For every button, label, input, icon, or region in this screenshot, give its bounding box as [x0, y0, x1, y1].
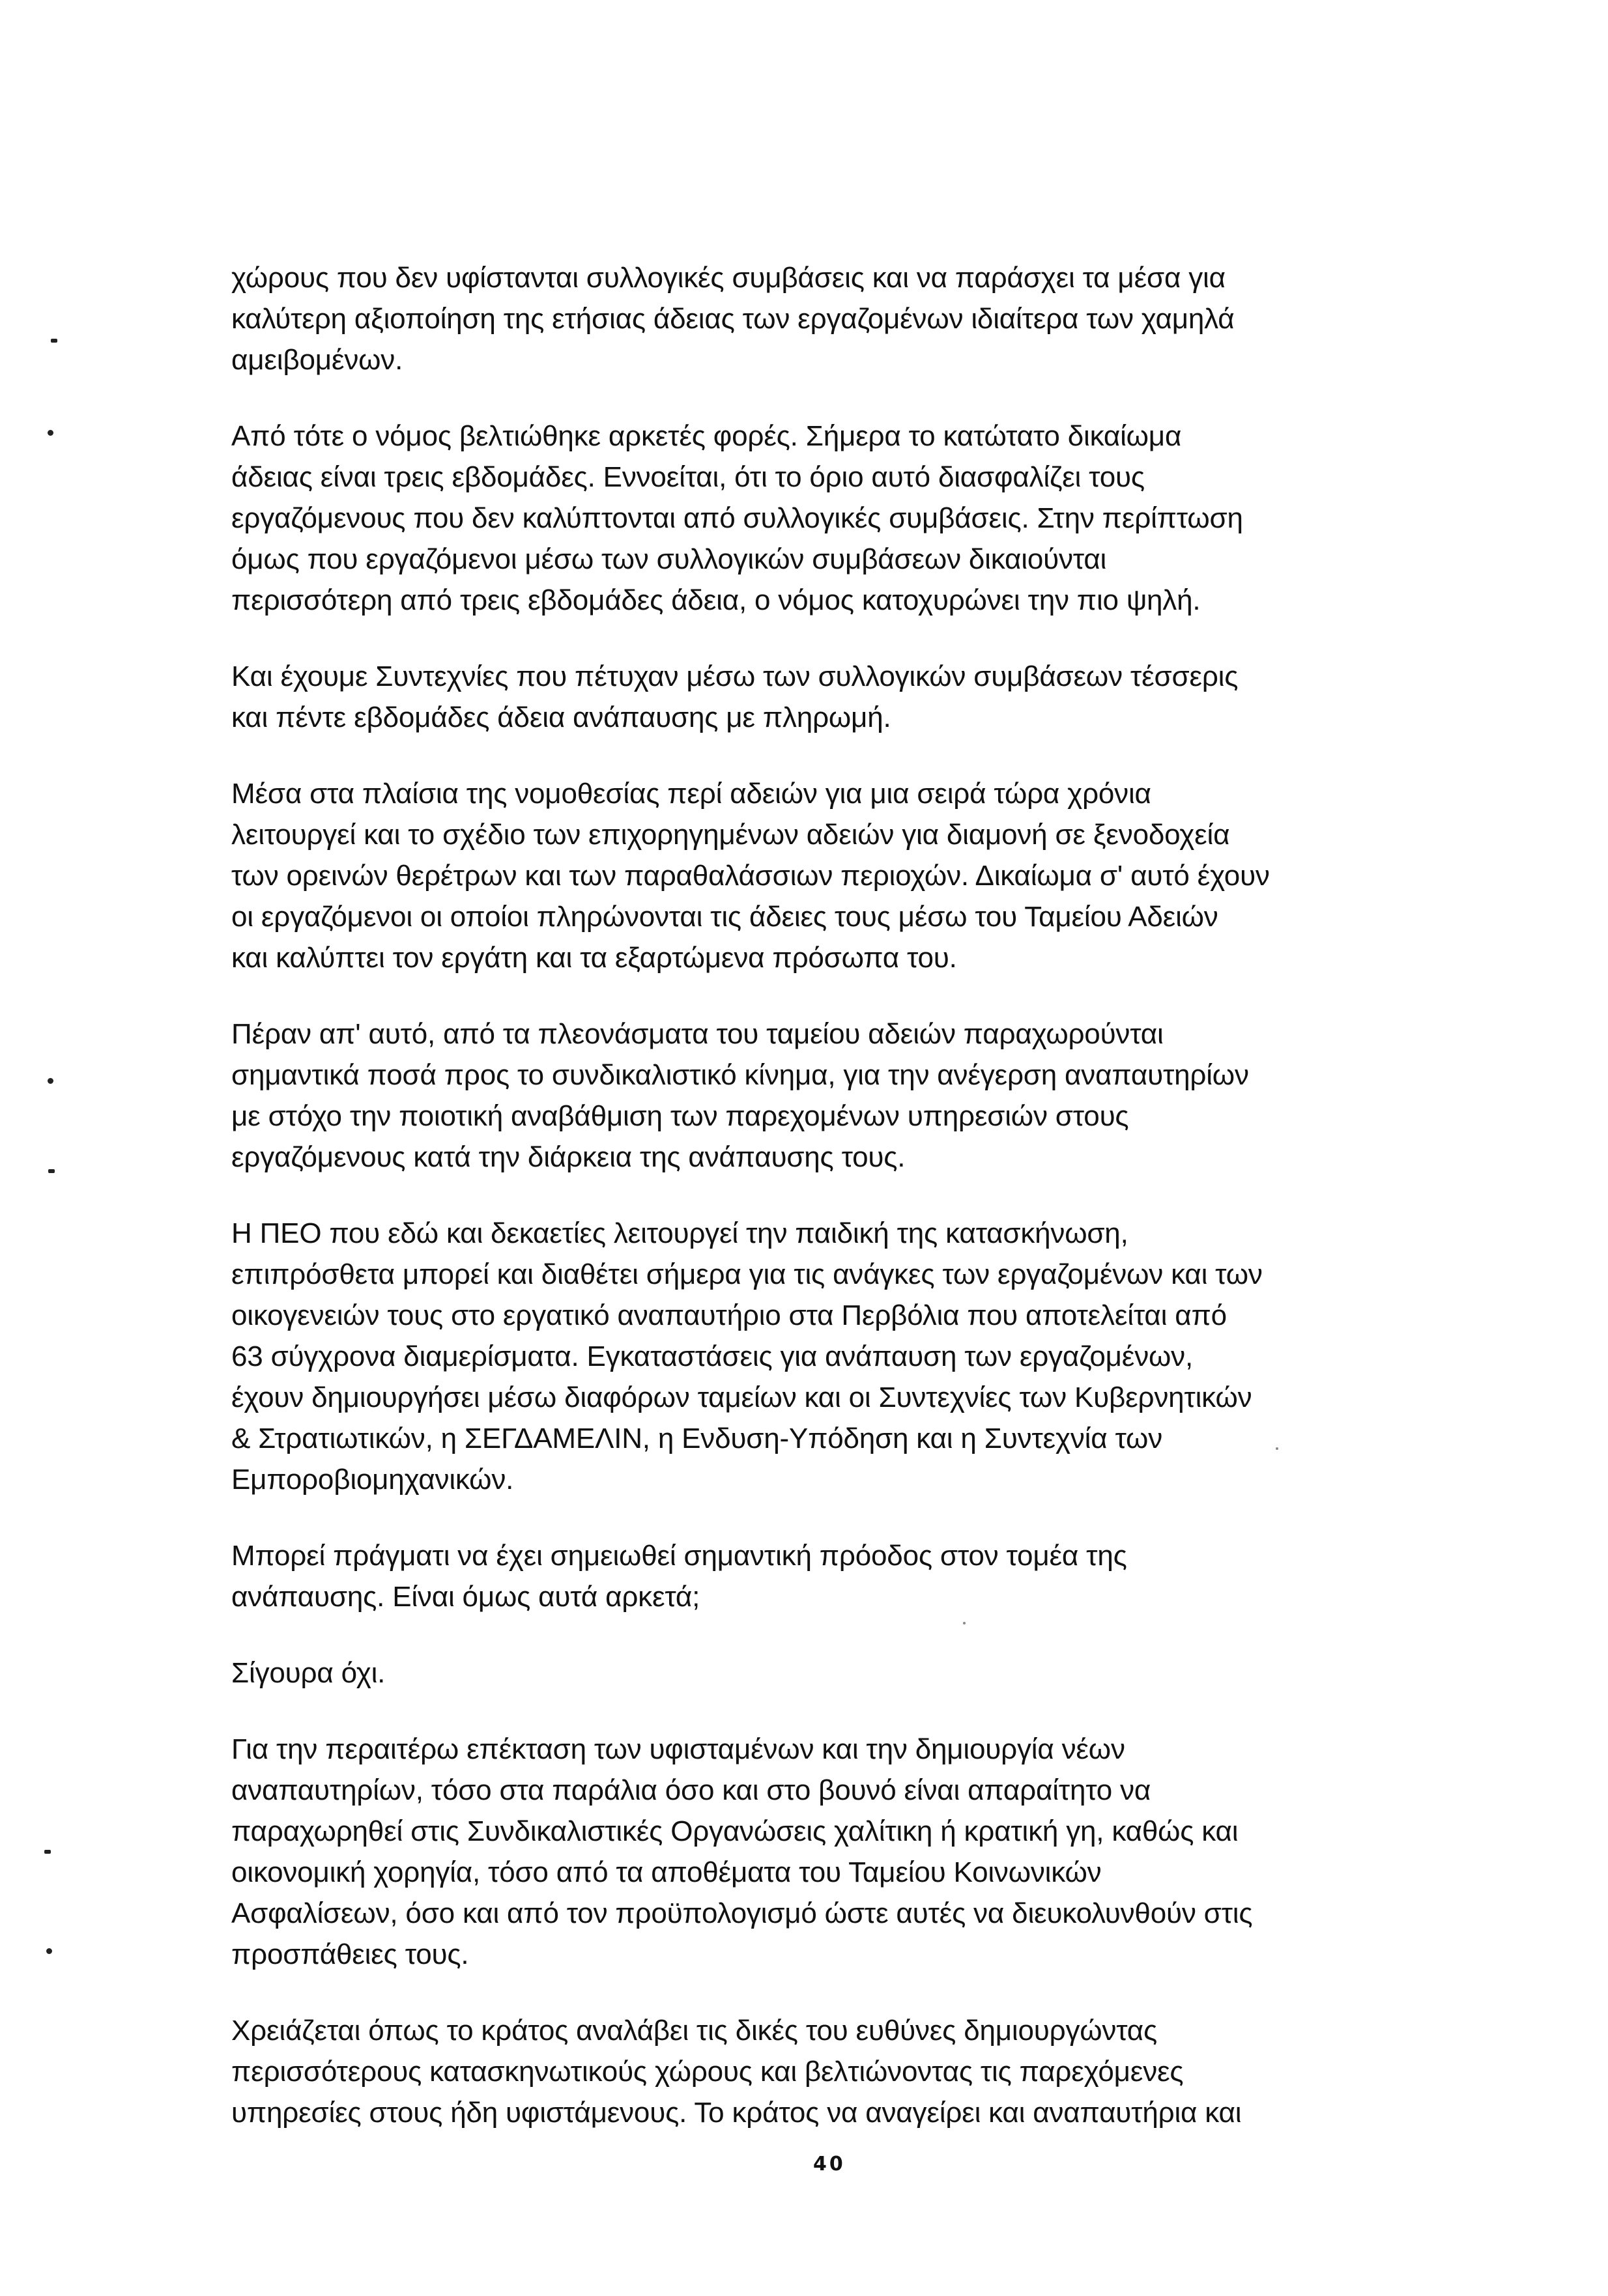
scan-mark [46, 1948, 52, 1954]
text-line: με στόχο την ποιοτική αναβάθμιση των παρεχομένων υπηρεσιών στους [231, 1100, 1129, 1132]
text-line: αναπαυτηρίων, τόσο στα παράλια όσο και στο βουνό είναι απαραίτητο να [231, 1774, 1151, 1806]
scan-mark [51, 339, 57, 343]
text-line: καλύτερη αξιοποίηση της ετήσιας άδειας των εργαζομένων ιδιαίτερα των χαμηλά [231, 303, 1235, 335]
text-line: Ασφαλίσεων, όσο και από τον προϋπολογισμό ώστε αυτές να διευκολυνθούν στις [231, 1897, 1253, 1929]
text-line: περισσότερους κατασκηνωτικούς χώρους και βελτιώνοντας τις παρεχόμενες [231, 2056, 1184, 2088]
scan-mark [44, 1850, 51, 1854]
paragraph [231, 257, 1456, 380]
text-line: οικογενειών τους στο εργατικό αναπαυτήριο στα Περβόλια που αποτελείται από [231, 1299, 1227, 1331]
text-line: Σίγουρα όχι. [231, 1657, 386, 1689]
paragraph [231, 1729, 1456, 1975]
text-line: Πέραν απ' αυτό, από τα πλεονάσματα του ταμείου αδειών παραχωρούνται [231, 1018, 1164, 1050]
text-line: & Στρατιωτικών, η ΣΕΓΔΑΜΕΛΙΝ, η Ενδυση-Υπόδηση και η Συντεχνία των [231, 1423, 1163, 1454]
text-line: Μέσα στα πλαίσια της νομοθεσίας περί αδειών για μια σειρά τώρα χρόνια [231, 778, 1151, 810]
text-line: Μπορεί πράγματι να έχει σημειωθεί σημαντική πρόοδος στον τομέα της [231, 1540, 1127, 1572]
paragraph [231, 1013, 1456, 1178]
paragraph [231, 656, 1456, 738]
text-line: έχουν δημιουργήσει μέσω διαφόρων ταμείων και οι Συντεχνίες των Κυβερνητικών [231, 1382, 1252, 1413]
document-body [231, 257, 1456, 2168]
paragraph [231, 1652, 1456, 1694]
text-line: αμειβομένων. [231, 344, 403, 376]
text-line: παραχωρηθεί στις Συνδικαλιστικές Οργανώσεις χαλίτικη ή κρατική γη, καθώς και [231, 1815, 1239, 1847]
paragraph [231, 1213, 1456, 1500]
text-line: χώρους που δεν υφίστανται συλλογικές συμβάσεις και να παράσχει τα μέσα για [231, 262, 1226, 294]
text-line: Και έχουμε Συντεχνίες που πέτυχαν μέσω των συλλογικών συμβάσεων τέσσερις [231, 660, 1239, 692]
text-line: ανάπαυσης. Είναι όμως αυτά αρκετά; [231, 1581, 700, 1613]
text-line: οι εργαζόμενοι οι οποίοι πληρώνονται τις άδειες τους μέσω του Ταμείου Αδειών [231, 901, 1218, 933]
text-line: λειτουργεί και το σχέδιο των επιχορηγημένων αδειών για διαμονή σε ξενοδοχεία [231, 819, 1230, 851]
scan-mark [48, 1078, 53, 1084]
text-line: προσπάθειες τους. [231, 1938, 469, 1970]
paragraph [231, 1535, 1456, 1617]
text-line: εργαζόμενους που δεν καλύπτονται από συλλογικές συμβάσεις. Στην περίπτωση [231, 502, 1243, 534]
paragraph [231, 2010, 1456, 2133]
text-line: όμως που εργαζόμενοι μέσω των συλλογικών συμβάσεων δικαιούνται [231, 543, 1107, 575]
text-line: υπηρεσίες στους ήδη υφιστάμενους. Το κράτος να αναγείρει και αναπαυτήρια και [231, 2097, 1242, 2129]
text-line: άδειας είναι τρεις εβδομάδες. Εννοείται, ότι το όριο αυτό διασφαλίζει τους [231, 461, 1145, 493]
text-line: Η ΠΕΟ που εδώ και δεκαετίες λειτουργεί την παιδική της κατασκήνωση, [231, 1217, 1128, 1249]
text-line: των ορεινών θερέτρων και των παραθαλάσσιων περιοχών. Δικαίωμα σ' αυτό έχουν [231, 860, 1270, 892]
text-line: και πέντε εβδομάδες άδεια ανάπαυσης με πληρωμή. [231, 702, 891, 733]
text-line: περισσότερη από τρεις εβδομάδες άδεια, ο νόμος κατοχυρώνει την πιο ψηλή. [231, 584, 1201, 616]
text-line: Από τότε ο νόμος βελτιώθηκε αρκετές φορές. Σήμερα το κατώτατο δικαίωμα [231, 420, 1182, 452]
text-line: και καλύπτει τον εργάτη και τα εξαρτώμενα πρόσωπα του. [231, 942, 957, 974]
text-line: σημαντικά ποσά προς το συνδικαλιστικό κίνημα, για την ανέγερση αναπαυτηρίων [231, 1059, 1249, 1091]
text-line: Για την περαιτέρω επέκταση των υφισταμένων και την δημιουργία νέων [231, 1733, 1125, 1765]
scan-mark [48, 1169, 55, 1173]
text-line: Χρειάζεται όπως το κράτος αναλάβει τις δικές του ευθύνες δημιουργώντας [231, 2015, 1158, 2047]
paragraph [231, 416, 1456, 621]
text-line: επιπρόσθετα μπορεί και διαθέτει σήμερα για τις ανάγκες των εργαζομένων και των [231, 1258, 1263, 1290]
text-line: εργαζόμενους κατά την διάρκεια της ανάπαυσης τους. [231, 1141, 906, 1173]
text-line: οικονομική χορηγία, τόσο από τα αποθέματα του Ταμείου Κοινωνικών [231, 1856, 1102, 1888]
page-number: 40 [813, 2153, 846, 2176]
text-line: Εμποροβιομηχανικών. [231, 1464, 514, 1495]
scan-mark [48, 430, 53, 436]
text-line: 63 σύγχρονα διαμερίσματα. Εγκαταστάσεις για ανάπαυση των εργαζομένων, [231, 1340, 1193, 1372]
paragraph [231, 773, 1456, 978]
